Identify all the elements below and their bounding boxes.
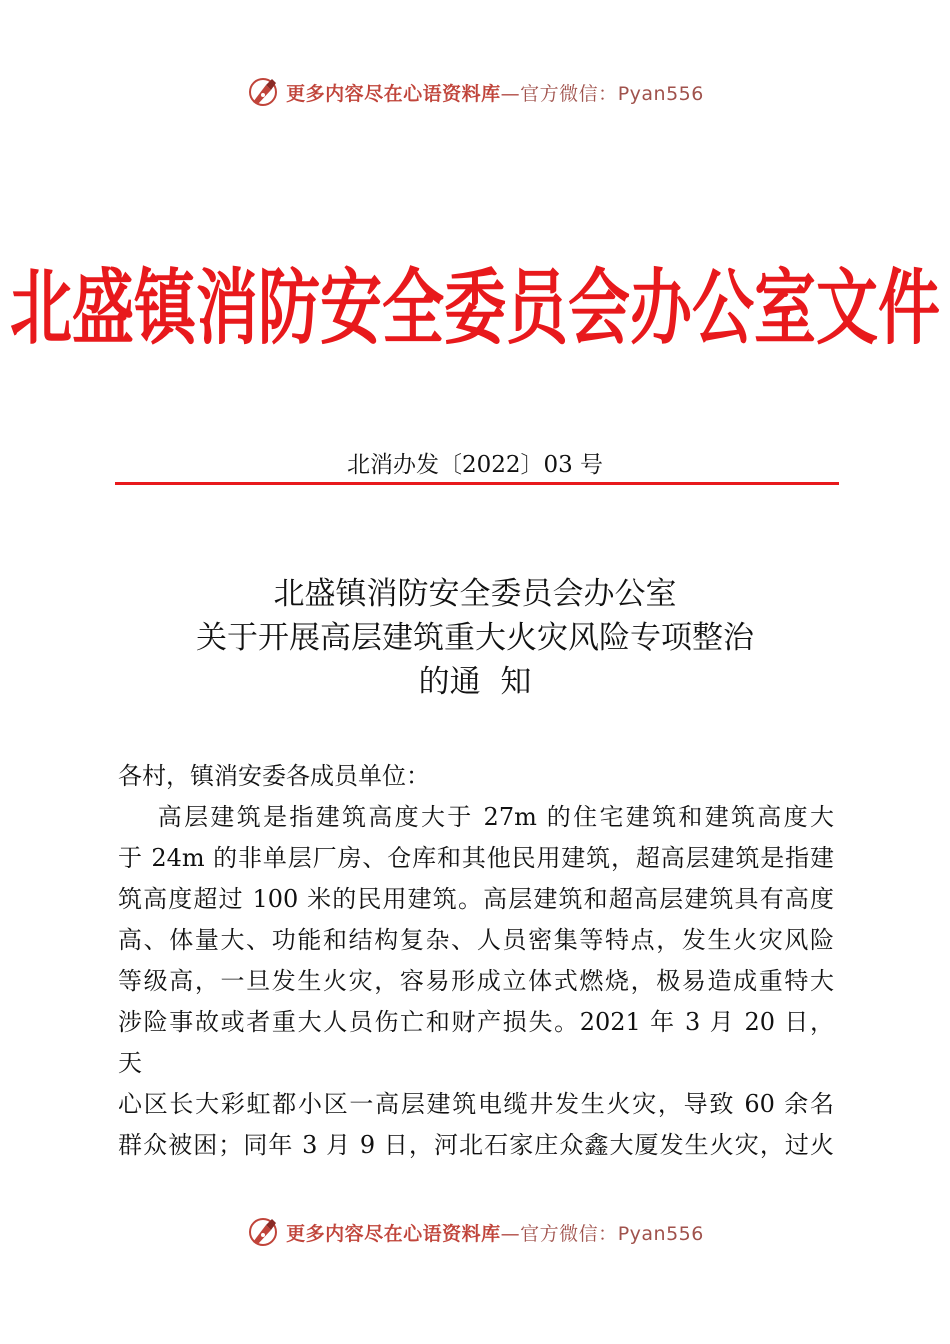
watermark-top [0,72,950,112]
title-line-1: 北盛镇消防安全委员会办公室 [273,576,677,612]
watermark-contact: Pyan556 [617,1222,704,1245]
pen-nib-logo-icon [246,75,280,109]
document-title [0,572,950,704]
watermark-wechat-label: 官方微信： [520,1222,618,1245]
watermark-dash: — [500,1222,521,1245]
watermark-bottom [0,1212,950,1252]
red-divider-line [115,482,839,485]
body-line: 等级高，一旦发生火灾，容易形成立体式燃烧，极易造成重特大 [118,967,834,995]
watermark-site: 更多内容尽在心语资料库 [286,1222,501,1245]
pen-nib-logo-icon [246,1215,280,1249]
watermark-text [286,79,704,106]
document-number: 北消办发〔2022〕03 号 [346,452,604,478]
watermark-dash: — [500,82,521,105]
body-line: 天 [118,1049,142,1077]
document-issuer-header: 北盛镇消防安全委员会办公室文件 [9,259,940,356]
body-line: 涉险事故或者重大人员伤亡和财产损失。2021 年 3 月 20 日， [118,1008,834,1036]
watermark-contact: Pyan556 [617,82,704,105]
title-line-2: 关于开展高层建筑重大火灾风险专项整治 [196,620,754,656]
body-line: 心区长大彩虹都小区一高层建筑电缆井发生火灾，导致 60 余名 [118,1090,834,1118]
title-line-3: 的通 知 [418,664,532,700]
body-line: 筑高度超过 100 米的民用建筑。高层建筑和超高层建筑具有高度 [118,885,834,913]
body-line: 高、体量大、功能和结构复杂、人员密集等特点，发生火灾风险 [118,926,834,954]
salutation: 各村，镇消安委各成员单位： [118,762,430,790]
watermark-site: 更多内容尽在心语资料库 [286,82,501,105]
watermark-text [286,1219,704,1246]
body-line: 群众被困；同年 3 月 9 日，河北石家庄众鑫大厦发生火灾，过火 [118,1131,834,1159]
watermark-wechat-label: 官方微信： [520,82,618,105]
document-body [118,758,834,1168]
body-line: 高层建筑是指建筑高度大于 27m 的住宅建筑和建筑高度大 [118,803,834,831]
body-line: 于 24m 的非单层厂房、仓库和其他民用建筑，超高层建筑是指建 [118,844,834,872]
